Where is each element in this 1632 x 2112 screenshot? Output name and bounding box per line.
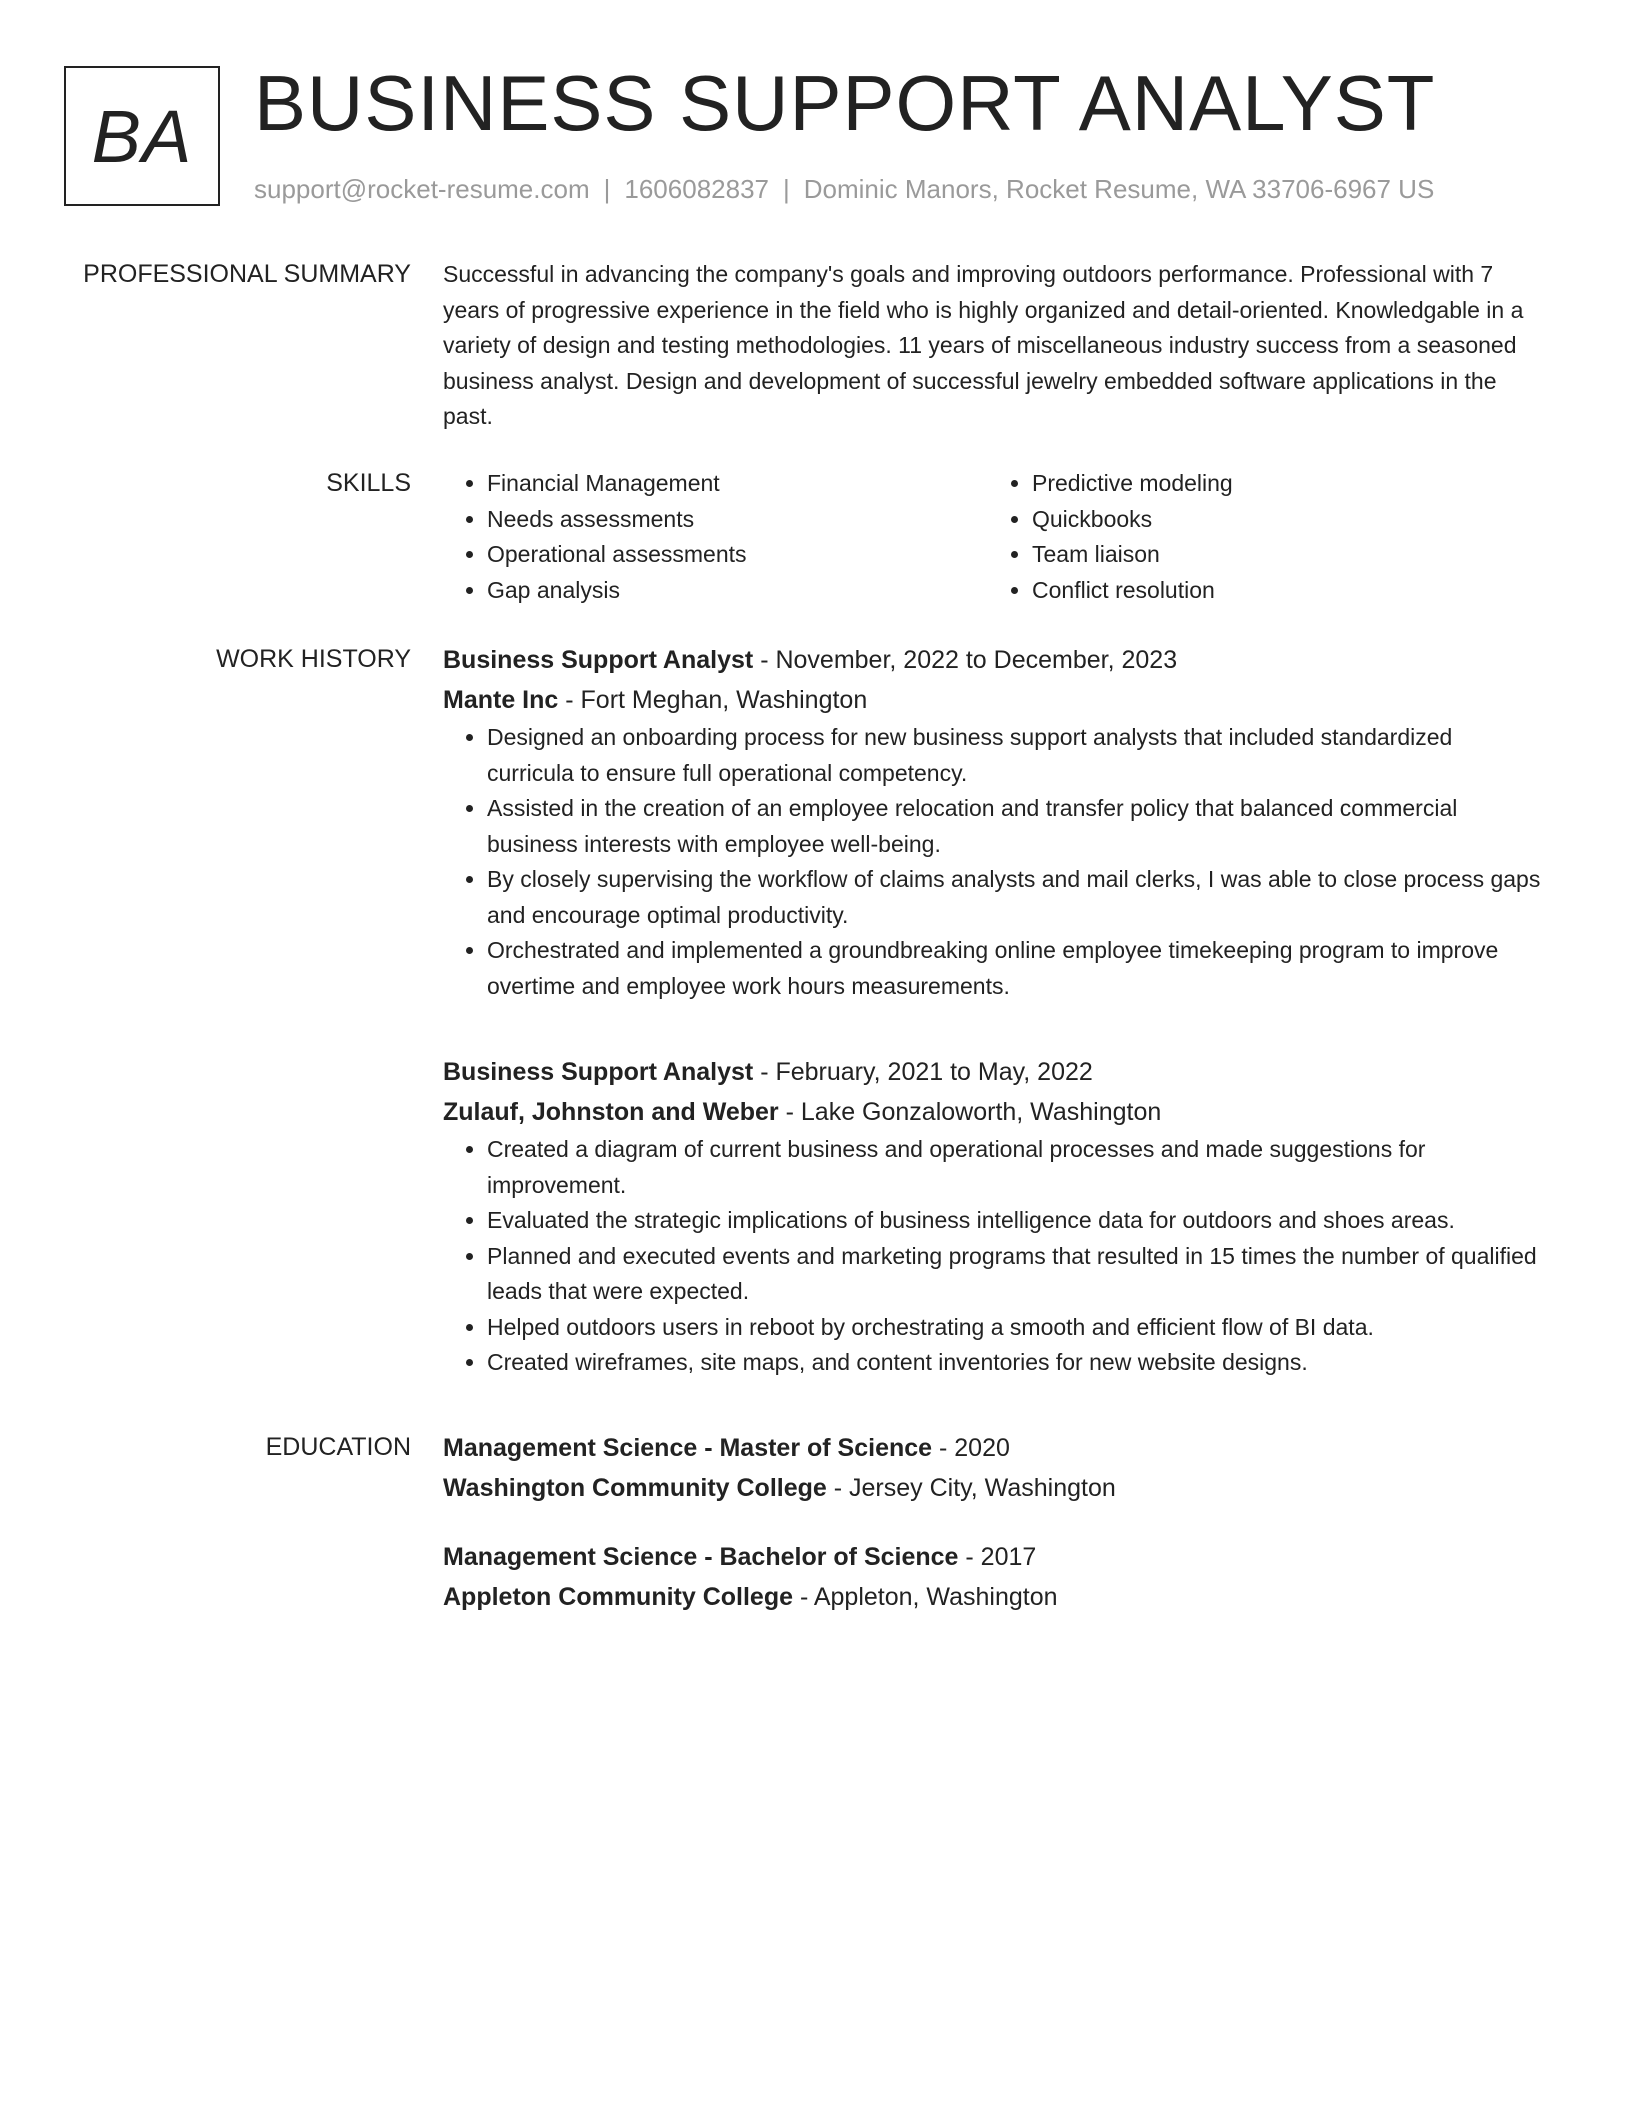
job-title-line	[443, 1052, 1543, 1092]
skill-item: • Gap analysis	[487, 573, 988, 609]
job-bullet: • Created a diagram of current business and operational processes and made suggestions for improvement.	[487, 1132, 1543, 1203]
education-school: Appleton Community College	[443, 1583, 793, 1611]
education-entry	[443, 1428, 1543, 1508]
job-entry	[443, 640, 1543, 1004]
education-location: - Jersey City, Washington	[826, 1474, 1116, 1502]
education-degree: Management Science - Master of Science	[443, 1434, 933, 1462]
job-bullet: • Created wireframes, site maps, and content inventories for new website designs.	[487, 1345, 1543, 1381]
contact-line	[254, 172, 1434, 206]
job-bullet: • By closely supervising the workflow of claims analysts and mail clerks, I was able to close process gaps and encourage optimal productivity.	[487, 862, 1543, 933]
contact-separator: |	[603, 174, 611, 204]
education-entry	[443, 1537, 1543, 1617]
job-company-line	[443, 1092, 1543, 1132]
section-title-summary: PROFESSIONAL SUMMARY	[83, 260, 411, 288]
email-link[interactable]: support@rocket-resume.com	[254, 174, 590, 204]
education-school: Washington Community College	[443, 1474, 827, 1502]
job-title-line	[443, 640, 1543, 680]
skills-grid	[443, 466, 1543, 608]
skill-item: • Quickbooks	[1032, 502, 1533, 538]
job-company-line	[443, 680, 1543, 720]
education-school-line	[443, 1577, 1543, 1617]
monogram-logo: BA	[64, 66, 220, 206]
skill-item: • Conflict resolution	[1032, 573, 1533, 609]
section-title-education: EDUCATION	[265, 1433, 411, 1461]
education-degree: Management Science - Bachelor of Science	[443, 1543, 959, 1571]
job-company: Mante Inc	[443, 686, 559, 714]
summary-text: Successful in advancing the company's goals and improving outdoors performance. Professional with 7 years of progressive experience in the field who is highly organized and detail-oriented. Knowledgable in a variety of design and testing methodologies. 11 years of miscellaneous industry success from a seasoned business analyst. Design and development of successful jewelry embedded software applications in the past.	[443, 261, 1524, 429]
skill-item: • Team liaison	[1032, 537, 1533, 573]
job-location: - Fort Meghan, Washington	[558, 686, 868, 714]
skills-column-right	[988, 466, 1533, 608]
section-title-work: WORK HISTORY	[216, 645, 411, 673]
job-bullet: • Evaluated the strategic implications of business intelligence data for outdoors and shoes areas.	[487, 1203, 1543, 1239]
education-degree-line	[443, 1428, 1543, 1468]
skill-item: • Operational assessments	[487, 537, 988, 573]
job-bullet: • Designed an onboarding process for new business support analysts that included standardized curricula to ensure full operational competency.	[487, 720, 1543, 791]
education-year: - 2017	[958, 1543, 1037, 1571]
job-bullet: • Planned and executed events and marketing programs that resulted in 15 times the number of qualified leads that were expected.	[487, 1239, 1543, 1310]
job-company: Zulauf, Johnston and Weber	[443, 1098, 779, 1126]
education-school-line	[443, 1468, 1543, 1508]
job-role: Business Support Analyst	[443, 646, 754, 674]
education-year: - 2020	[932, 1434, 1010, 1462]
job-bullet: • Assisted in the creation of an employee relocation and transfer policy that balanced commercial business interests with employee well-being.	[487, 791, 1543, 862]
job-bullet: • Helped outdoors users in reboot by orchestrating a smooth and efficient flow of BI data.	[487, 1310, 1543, 1346]
job-bullets	[443, 1132, 1543, 1381]
contact-separator: |	[783, 174, 790, 204]
address: Dominic Manors, Rocket Resume, WA 33706-6967 US	[803, 174, 1435, 204]
job-dates: - February, 2021 to May, 2022	[753, 1058, 1093, 1086]
education-location: - Appleton, Washington	[793, 1583, 1058, 1611]
phone-number: 1606082837	[624, 174, 769, 204]
job-bullet: • Orchestrated and implemented a groundbreaking online employee timekeeping program to improve overtime and employee work hours measurements.	[487, 933, 1543, 1004]
skills-column-left	[443, 466, 988, 608]
job-location: - Lake Gonzaloworth, Washington	[778, 1098, 1162, 1126]
job-entry	[443, 1052, 1543, 1381]
skill-item: • Needs assessments	[487, 502, 988, 538]
job-bullets	[443, 720, 1543, 1004]
skill-item: • Financial Management	[487, 466, 988, 502]
job-role: Business Support Analyst	[443, 1058, 754, 1086]
skill-item: • Predictive modeling	[1032, 466, 1533, 502]
page-title: BUSINESS SUPPORT ANALYST	[254, 59, 1436, 147]
education-degree-line	[443, 1537, 1543, 1577]
section-title-skills: SKILLS	[326, 469, 411, 497]
job-dates: - November, 2022 to December, 2023	[753, 646, 1178, 674]
